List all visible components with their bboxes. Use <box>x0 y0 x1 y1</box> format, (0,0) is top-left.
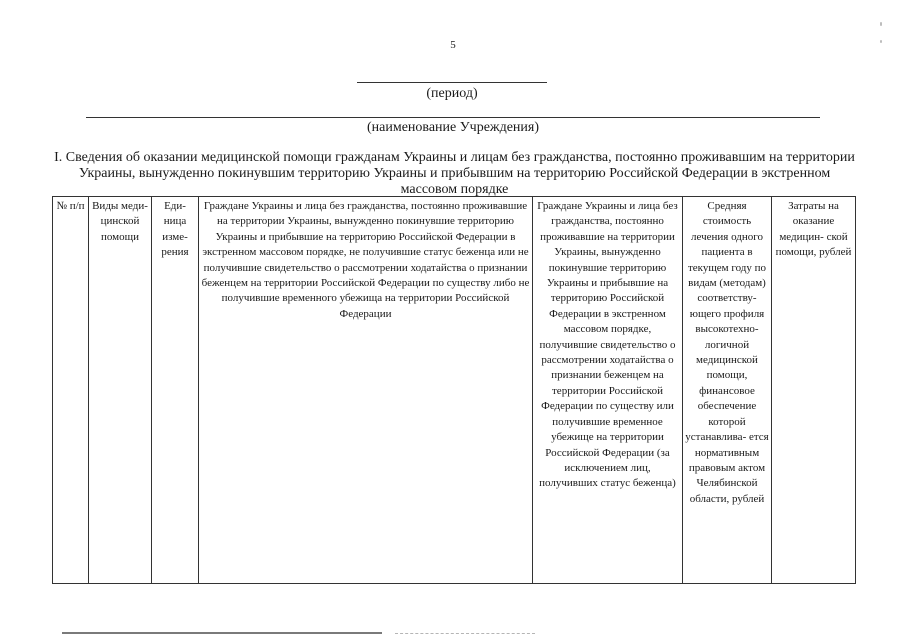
column-header-care-costs: Затраты на оказание медицин- ской помощи, рублей <box>772 197 856 584</box>
medical-care-table <box>52 196 856 584</box>
section-heading: I. Сведения об оказании медицинской помощи гражданам Украины и лицам без гражданства, постоянно проживавшим на территории Украины, вынужденно покинувшим территорию Украины и прибывшим на территорию Российской Федерации в экстренном массовом порядке <box>54 150 855 197</box>
institution-caption: (наименование Учреждения) <box>366 120 540 135</box>
scan-bottom-edge <box>62 632 382 634</box>
period-caption: (период) <box>426 86 478 101</box>
table-header-row <box>53 197 856 584</box>
column-header-number: № п/п <box>53 197 89 584</box>
column-header-without-refugee-status: Граждане Украины и лица без гражданства, постоянно проживавшие на территории Украины, вынужденно покинувшие территорию Украины и прибывшие на территорию Российской Федерации в экстренном массовом порядке, не получившие статус беженца или не получившие свидетельство о рассмотрении ходатайства о признании беженцем на территории Российской Федерации по существу либо не получившие временного убежища на территории Российской Федерации <box>199 197 533 584</box>
column-header-with-asylum-certificate: Граждане Украины и лица без гражданства, постоянно проживавшие на территории Украины, вынужденно покинувшие территорию Украины и прибывшие на территорию Российской Федерации в экстренном массовом порядке, получившие свидетельство о рассмотрении ходатайства о признании беженцем на территории Российской Федерации по существу или получившие временное убежище на территории Российской Федерации (за исключением лиц, получивших статус беженца) <box>533 197 683 584</box>
institution-underline <box>86 117 820 118</box>
period-underline <box>357 82 547 83</box>
scan-edge-mark <box>880 40 882 43</box>
scan-edge-mark <box>880 22 882 26</box>
column-header-unit: Еди- ница изме- рения <box>152 197 199 584</box>
scan-bottom-edge-faint <box>395 633 535 634</box>
column-header-care-type: Виды меди- цинской помощи <box>89 197 152 584</box>
page-number: 5 <box>450 39 456 51</box>
column-header-average-cost: Средняя стоимость лечения одного пациента в текущем году по видам (методам) соответству- ющего профиля высокотехно- логичной медицинской помощи, финансовое обеспечение которой устанавлива- ется нормативным правовым актом Челябинской области, рублей <box>683 197 772 584</box>
